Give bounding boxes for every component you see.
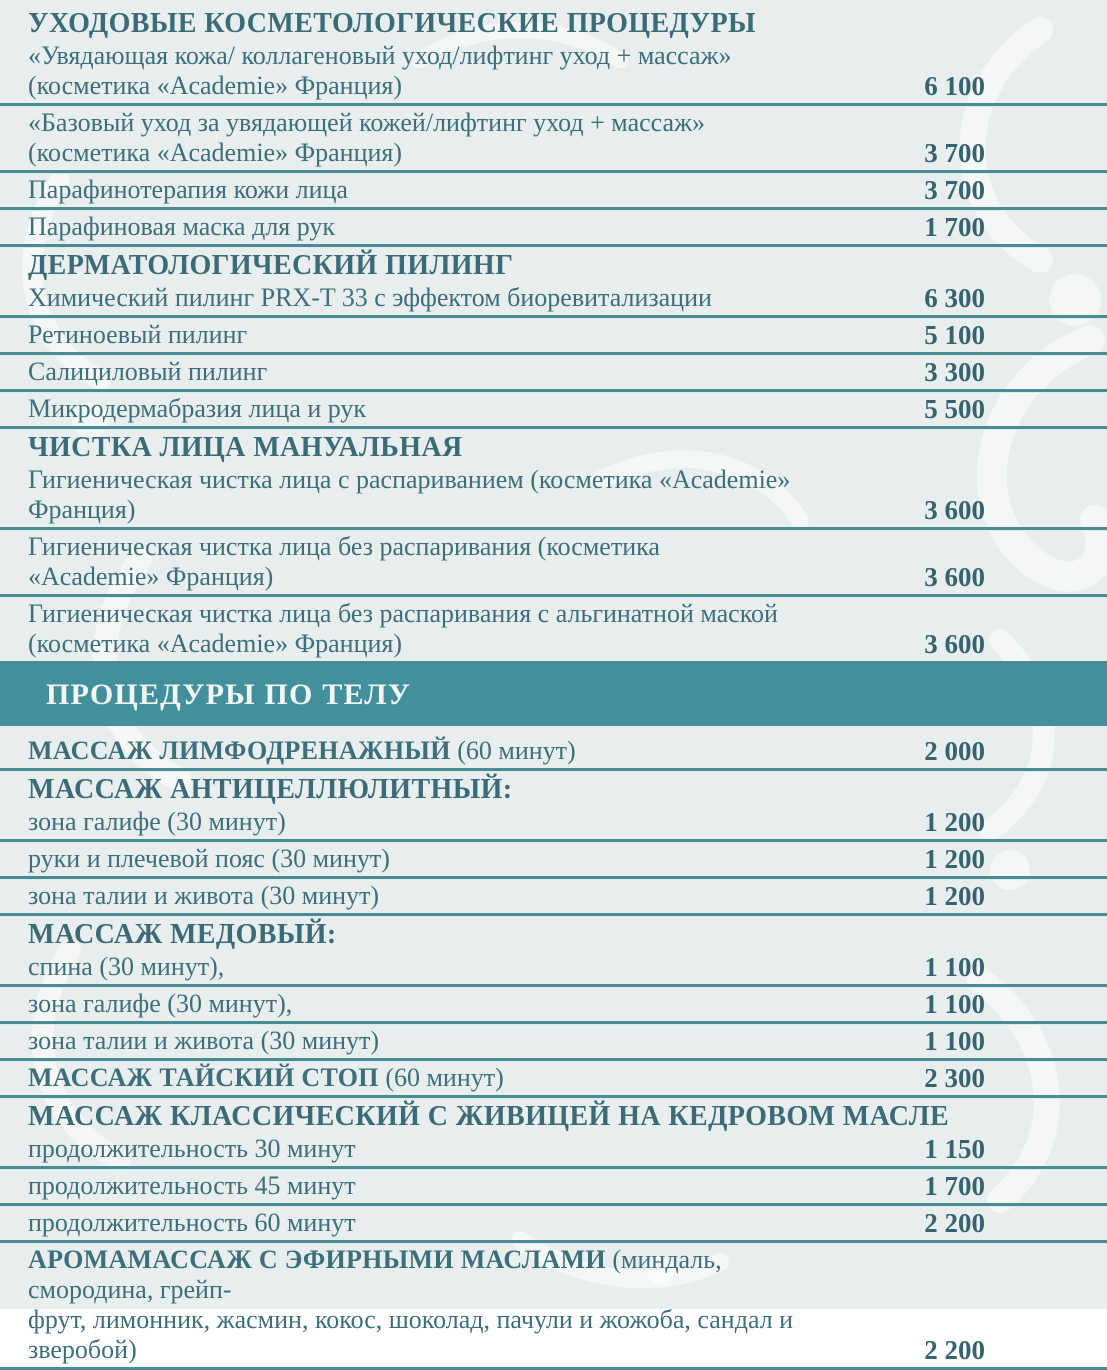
service-row: [28, 989, 1107, 1019]
service-price: 3 600: [924, 495, 985, 525]
service-name: «Базовый уход за увядающей кожей/лифтинг уход + массаж» (косметика «Academie» Франция): [28, 108, 706, 167]
service-row: [28, 1063, 1107, 1093]
price-cell: [0, 597, 1107, 664]
service-name: МАССАЖ ЛИМФОДРЕНАЖНЫЙ (60 минут): [28, 736, 576, 765]
price-cell: [0, 355, 1107, 392]
service-row: [28, 736, 1107, 766]
price-cell: [0, 392, 1107, 429]
service-name: Парафиновая маска для рук: [28, 212, 336, 241]
service-name: зона галифе (30 минут),: [28, 989, 293, 1018]
section-header: МАССАЖ МЕДОВЫЙ:: [28, 919, 337, 950]
section-header: УХОДОВЫЕ КОСМЕТОЛОГИЧЕСКИЕ ПРОЦЕДУРЫ: [28, 8, 756, 39]
section-header: ДЕРМАТОЛОГИЧЕСКИЙ ПИЛИНГ: [28, 250, 514, 281]
service-price: 2 200: [924, 1335, 985, 1365]
price-cell: [0, 734, 1107, 771]
price-cell: [0, 247, 1107, 318]
price-cell: [0, 771, 1107, 842]
service-name: зона талии и живота (30 минут): [28, 1026, 380, 1055]
service-row: [28, 320, 1107, 350]
price-cell: [0, 106, 1107, 173]
category-banner: [0, 664, 1107, 726]
service-price: 2 200: [924, 1208, 985, 1238]
price-cell: [0, 210, 1107, 247]
service-price: 3 300: [924, 357, 985, 387]
service-price: 1 200: [924, 844, 985, 874]
service-price: 1 200: [924, 807, 985, 837]
service-name: Ретиноевый пилинг: [28, 320, 248, 349]
service-price: 1 200: [924, 881, 985, 911]
service-price: 1 100: [924, 989, 985, 1019]
service-price: 1 700: [924, 212, 985, 242]
service-row: [28, 175, 1107, 205]
service-name: спина (30 минут),: [28, 952, 225, 981]
price-cell: [0, 1061, 1107, 1098]
service-row: [28, 1026, 1107, 1056]
price-cell: [0, 429, 1107, 530]
service-name: Парафинотерапия кожи лица: [28, 175, 348, 204]
service-price: 1 150: [924, 1134, 985, 1164]
service-price: 5 500: [924, 394, 985, 424]
price-cell: [0, 1169, 1107, 1206]
section-header: ЧИСТКА ЛИЦА МАНУАЛЬНАЯ: [28, 432, 463, 463]
price-cell: [0, 1243, 1107, 1370]
service-price: 3 700: [924, 138, 985, 168]
service-price: 1 700: [924, 1171, 985, 1201]
price-cell: [0, 842, 1107, 879]
service-row: [28, 465, 1107, 525]
service-price: 6 300: [924, 283, 985, 313]
service-price: 3 600: [924, 629, 985, 659]
price-cell: [0, 1098, 1107, 1169]
price-cell: [0, 1024, 1107, 1061]
service-row: [28, 599, 1107, 659]
service-name: Салициловый пилинг: [28, 357, 268, 386]
category-banner-label: ПРОЦЕДУРЫ ПО ТЕЛУ: [46, 678, 412, 711]
price-cell: [0, 987, 1107, 1024]
service-name: зона галифе (30 минут): [28, 807, 286, 836]
service-row: [28, 1245, 1107, 1365]
service-row: [28, 952, 1107, 982]
service-row: [28, 283, 1107, 313]
service-price: 2 300: [924, 1063, 985, 1093]
price-cell: [0, 530, 1107, 597]
service-row: [28, 212, 1107, 242]
service-name: продолжительность 45 минут: [28, 1171, 356, 1200]
service-name: Микродермабразия лица и рук: [28, 394, 367, 423]
price-cell: [0, 1206, 1107, 1243]
service-price: 2 000: [924, 736, 985, 766]
service-price: 1 100: [924, 1026, 985, 1056]
price-cell: [0, 173, 1107, 210]
service-name: Гигиеническая чистка лица без распаривания (косметика «Academie» Франция): [28, 532, 660, 591]
service-name: Химический пилинг PRX-T 33 с эффектом биоревитализации: [28, 283, 712, 312]
service-name: продолжительность 30 минут: [28, 1134, 356, 1163]
service-row: [28, 41, 1107, 101]
service-price: 5 100: [924, 320, 985, 350]
price-cell: [0, 5, 1107, 106]
service-row: [28, 1134, 1107, 1164]
service-price: 1 100: [924, 952, 985, 982]
service-row: [28, 108, 1107, 168]
service-row: [28, 1171, 1107, 1201]
service-price: 3 700: [924, 175, 985, 205]
service-name: продолжительность 60 минут: [28, 1208, 356, 1237]
service-price: 3 600: [924, 562, 985, 592]
service-row: [28, 881, 1107, 911]
service-name: Гигиеническая чистка лица с распариванием (косметика «Academie» Франция): [28, 465, 791, 524]
service-name: зона талии и живота (30 минут): [28, 881, 380, 910]
price-cell: [0, 916, 1107, 987]
service-row: [28, 532, 1107, 592]
service-name: «Увядающая кожа/ коллагеновый уход/лифтинг уход + массаж» (косметика «Academie» Франция): [28, 41, 732, 100]
section-header: МАССАЖ АНТИЦЕЛЛЮЛИТНЫЙ:: [28, 774, 513, 805]
service-name: МАССАЖ ТАЙСКИЙ СТОП (60 минут): [28, 1063, 504, 1092]
service-name: руки и плечевой пояс (30 минут): [28, 844, 390, 873]
section-header: МАССАЖ КЛАССИЧЕСКИЙ С ЖИВИЦЕЙ НА КЕДРОВОМ МАСЛЕ: [28, 1101, 950, 1132]
service-row: [28, 844, 1107, 874]
service-row: [28, 394, 1107, 424]
service-name: Гигиеническая чистка лица без распаривания с альгинатной маской (косметика «Academie» Франция): [28, 599, 778, 658]
price-cell: [0, 879, 1107, 916]
service-row: [28, 357, 1107, 387]
service-price: 6 100: [924, 71, 985, 101]
service-name: АРОМАМАССАЖ С ЭФИРНЫМИ МАСЛАМИ (миндаль, смородина, грейп- фрут, лимонник, жасмин, кокос, шоколад, пачули и жожоба, сандал и зверобой): [28, 1245, 794, 1364]
service-row: [28, 1208, 1107, 1238]
service-row: [28, 807, 1107, 837]
price-cell: [0, 318, 1107, 355]
